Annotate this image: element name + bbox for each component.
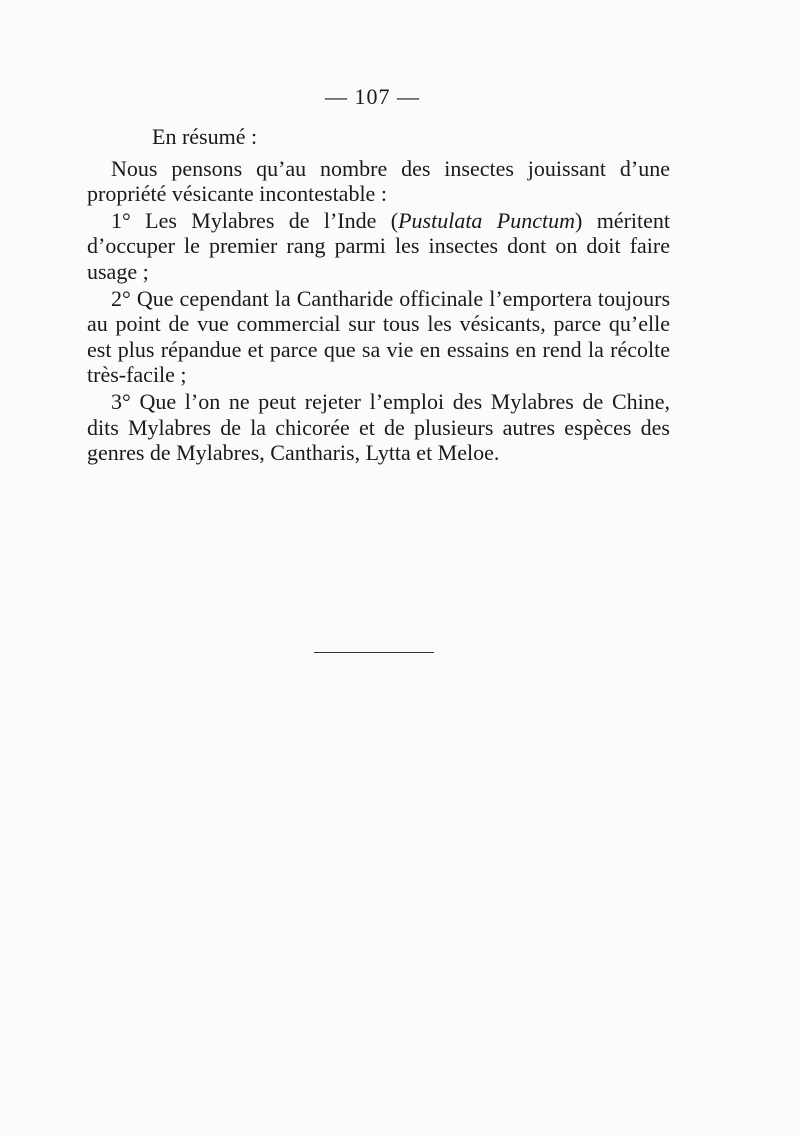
item-1-paragraph	[87, 208, 670, 285]
item-3-paragraph	[87, 389, 670, 466]
item-1-suffix: ) méritent d’occuper le premier rang parmi les insectes dont on doit faire usage ;	[87, 207, 670, 284]
page-number: — 107 —	[325, 84, 420, 109]
item-2-paragraph	[87, 286, 670, 388]
item-1-italic: Pustulata Punctum	[398, 207, 575, 233]
page-body	[87, 124, 670, 466]
item-1-prefix: 1° Les Mylabres de l’Inde (	[111, 207, 399, 233]
item-2-text: 2° Que cependant la Cantharide officinale l’emportera toujours au point de vue commercial sur tous les vésicants, parce qu’elle est plus répandue et parce que sa vie en essains en rend la récolte très-facile ;	[87, 285, 670, 388]
lead-paragraph: Nous pensons qu’au nombre des insectes jouissant d’une propriété vésicante incontestable :	[87, 155, 670, 207]
end-rule-divider	[314, 652, 434, 653]
item-3-text: 3° Que l’on ne peut rejeter l’emploi des Mylabres de Chine, dits Mylabres de la chicorée et de plusieurs autres espèces des genres de Mylabres, Cantharis, Lytta et Meloe.	[87, 388, 670, 466]
summary-heading: En résumé :	[152, 124, 258, 149]
